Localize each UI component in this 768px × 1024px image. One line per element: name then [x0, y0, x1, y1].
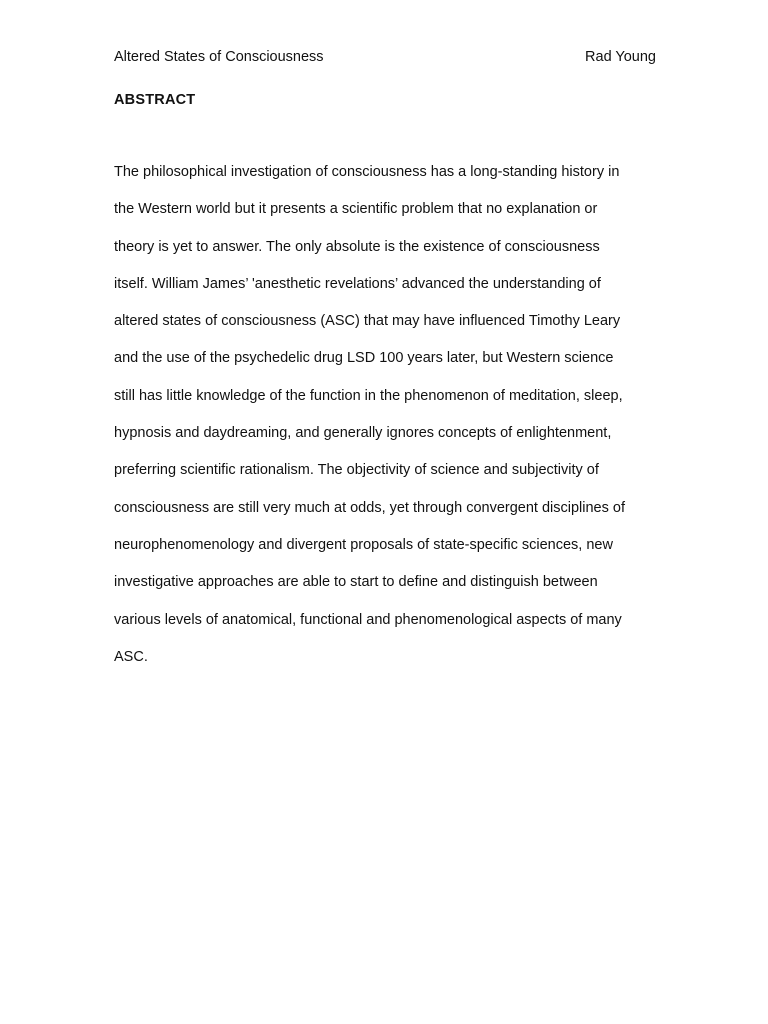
abstract-line: theory is yet to answer. The only absolute is the existence of consciousness	[114, 238, 600, 255]
abstract-line: the Western world but it presents a scientific problem that no explanation or	[114, 201, 598, 218]
running-head-title: Altered States of Consciousness	[114, 49, 324, 65]
abstract-line: preferring scientific rationalism. The objectivity of science and subjectivity of	[114, 462, 599, 479]
abstract-line: ASC.	[114, 648, 148, 665]
abstract-line: itself. William James’ 'anesthetic revelations’ advanced the understanding of	[114, 275, 601, 292]
abstract-line: neurophenomenology and divergent proposals of state-specific sciences, new	[114, 536, 613, 553]
abstract-line: consciousness are still very much at odds, yet through convergent disciplines of	[114, 499, 625, 516]
abstract-line: hypnosis and daydreaming, and generally ignores concepts of enlightenment,	[114, 425, 612, 442]
abstract-line: still has little knowledge of the function in the phenomenon of meditation, sleep,	[114, 387, 623, 404]
abstract-line: investigative approaches are able to start to define and distinguish between	[114, 574, 598, 591]
abstract-line: and the use of the psychedelic drug LSD 100 years later, but Western science	[114, 350, 614, 367]
abstract-line: altered states of consciousness (ASC) that may have influenced Timothy Leary	[114, 313, 621, 330]
abstract-line: various levels of anatomical, functional and phenomenological aspects of many	[114, 611, 622, 628]
abstract-line: The philosophical investigation of consciousness has a long-standing history in	[114, 164, 620, 180]
running-head	[114, 47, 656, 67]
running-head-author: Rad Young	[585, 49, 656, 65]
abstract-body	[114, 160, 674, 682]
abstract-heading: ABSTRACT	[114, 92, 196, 108]
